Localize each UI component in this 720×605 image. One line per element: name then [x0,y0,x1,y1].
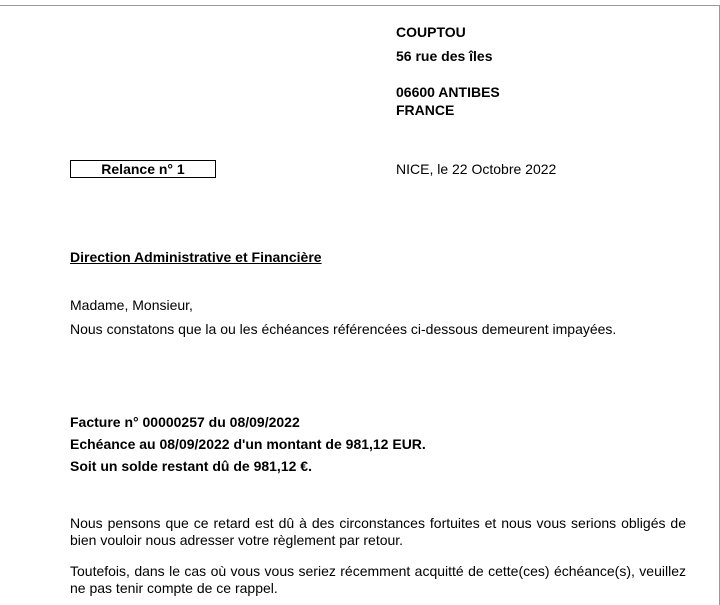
intro-text: Nous constatons que la ou les échéances référencées ci-dessous demeurent impayées. [70,321,617,337]
paragraph-delay: Nous pensons que ce retard est dû à des circonstances fortuites et nous vous serions obligés de bien vouloir nous adresser votre règlement par retour. [70,515,686,548]
recipient-city: 06600 ANTIBES [396,84,500,100]
paragraph-disregard: Toutefois, dans le cas où vous vous seriez récemment acquitté de cette(ces) échéance(s), veuillez ne pas tenir compte de ce rappel. [70,563,686,596]
invoice-due: Echéance au 08/09/2022 d'un montant de 981,12 EUR. [70,436,426,452]
department-heading: Direction Administrative et Financière [70,249,322,265]
reminder-label: Relance n° 1 [70,160,216,178]
recipient-street: 56 rue des îles [396,48,493,64]
place-date: NICE, le 22 Octobre 2022 [396,161,557,177]
page-top-border [0,5,720,6]
invoice-number: Facture n° 00000257 du 08/09/2022 [70,414,300,430]
salutation: Madame, Monsieur, [70,297,193,313]
recipient-country: FRANCE [396,102,455,118]
recipient-name: COUPTOU [396,24,466,40]
invoice-balance: Soit un solde restant dû de 981,12 €. [70,458,312,474]
